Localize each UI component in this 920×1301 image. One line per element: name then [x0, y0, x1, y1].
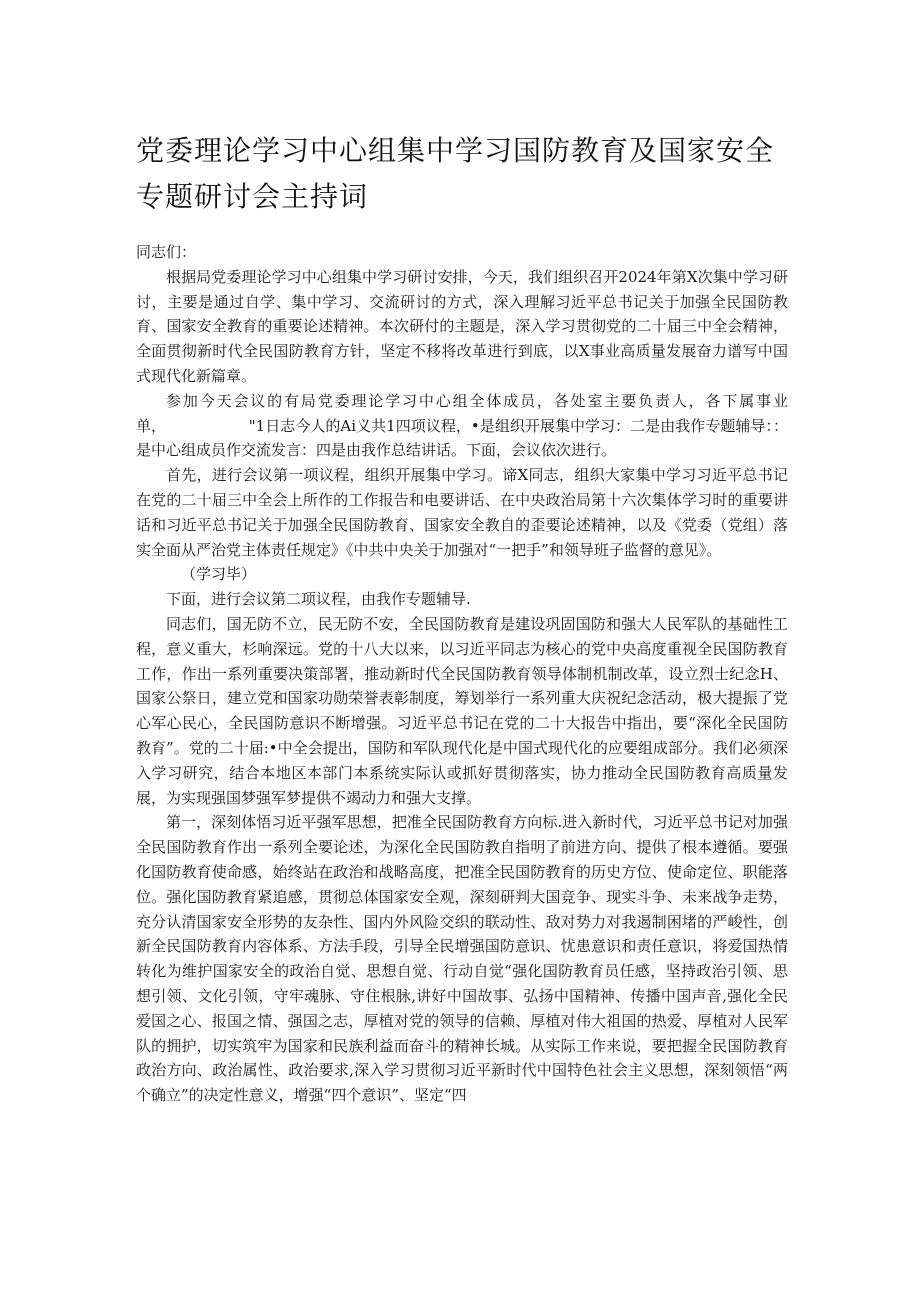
paragraph-point-one: 第一，深刻体悟习近平强军思想，把准全民国防教育方向标.进入新时代，习近平总书记对加强全民国防教育作出一系列全要论述，为深化全民国防教自指明了前进方向、提供了根本遵循。要强化国防教育使命感，始终站在政治和战略高度，把准全民国防教育的历史方位、使命定位、职能落位。强化国防教育紧追感，贯彻总体国家安全观，深刻研判大国竞争、现实斗争、未来战争走势，充分认清国家安全形势的友杂性、国内外风险交织的联动性、敌对势力对我遏制困堵的严峻性，创新全民国防教育内容体系、方法手段，引导全民增强国防意识、忧患意识和责任意识，将爱国热情转化为维护国家安全的政治自觉、思想自觉、行动自觉“强化国防教育员任感，坚持政治引领、思想引领、文化引领，守牢魂脉、守住根脉,讲好中国故事、弘扬中国精神、传播中国声音,强化全民爱国之心、报国之情、强国之志，厚植对党的领导的信赖、厚植对伟大祖国的热爱、厚植对人民军队的拥护，切实筑牢为国家和民族利益而奋斗的精神长城。从实际工作来说，要把握全民国防教育政治方向、政治属性、政治要求,深入学习贯彻习近平新时代中国特色社会主义思想，深刻领悟“两个确立”的决定性意义，增强“四个意识”、坚定“四: [136, 813, 788, 1105]
paragraph-national-defense-education: 同志们，国无防不立，民无防不安，全民国防教育是建设巩固国防和强大人民军队的基础性工程，意义重大，杉响深远。党的十八大以来，以习近平同志为核心的党中央高度重视全民国防教育工作，作出一系列重要决策部署，推动新时代全民国防教育领导体制机制改革，设立烈士纪念H、国家公祭日，建立党和国家功勋荣誉表彰制度，筹划举行一系列重大庆祝纪念活动，极大提振了党心军心民心，全民国防意识不断增强。习近平总书记在党的二十大报告中指出，要“深化全民国防教育”。党的二十届:•中全会提出，国防和军队现代化是中国式现代化的应要组成部分。我们必须深入学习研究，结合本地区本部门本系统实际认或抓好贯彻落实，协力推动全民国防教育高质量发展，为实现强国梦强军梦提供不竭动力和强大支撑。: [136, 614, 788, 807]
document-title: 党委理论学习中心组集中学习国防教育及国家安全专题研讨会主持词: [136, 134, 775, 213]
paragraph-attendees-agenda: 参加今天会议的有局党委理论学习中心组全体成员，各处室主要负责人，各下属事业单， "1日志今人的Ai义共1四项议程，•是组织开展集中学习：二是由我作专题辅导：：是中心组成员作交流发言：四是由我作总结讲话。下面，会议依次进行。: [136, 391, 788, 460]
salutation: 同志们：: [136, 243, 197, 261]
paragraph-intro: 根据局党委理论学习中心组集中学习研讨安排，今天，我们组织召开2024年第X次集中学习研讨，主要是通过自学、集中学习、交流研讨的方式，深入理解习近平总书记关于加强全民国防教育、国家安全教育的重要论述精神。本次研付的主题是，深入学习贯彻党的二十届三中全会精神，全面贯彻新时代全民国防教育方针，坚定不移将改革进行到底，以X事业高质量发展奋力谱写中国式现代化新篇章。: [136, 267, 788, 385]
document-body: [136, 240, 788, 1108]
paragraph-first-agenda-item: 首先，进行会议第一项议程，组织开展集中学习。谛X同志，组织大家集中学习习近平总书记在党的二十届三中全会上所作的工作报告和电要讲话、在中央政治局第十六次集体学习时的重要讲话和习近平总书记关于加强全民国防教育、国家安全教自的歪要论述精神，以及《党委（党组）落实全面从严治党主体责任规定》《中共中央关于加强对“一把手”和领导班子监督的意见》。: [136, 466, 788, 559]
paragraph-study-done-note: （学习毕）: [181, 565, 257, 584]
paragraph-second-agenda-item: 下面，进行会议第二项议程，由我作专题辅导.: [166, 590, 471, 609]
